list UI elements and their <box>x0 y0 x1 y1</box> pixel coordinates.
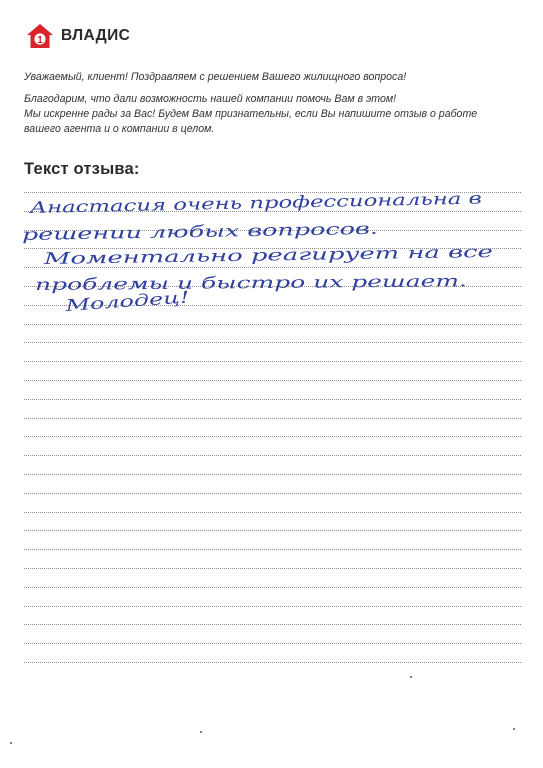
handwritten-line-2: решении любых вопросов. <box>21 221 246 244</box>
intro-line-2: Мы искренне рады за Вас! Будем Вам признательны, если Вы напишите отзыв о работе <box>24 108 478 120</box>
ruled-line <box>24 455 521 456</box>
intro-text <box>24 70 504 137</box>
handwritten-line-4: проблемы и быстро их решает. <box>34 272 312 294</box>
ruled-line <box>24 662 521 663</box>
ruled-line <box>24 192 521 193</box>
ruled-line <box>24 361 521 362</box>
ruled-line <box>24 324 521 325</box>
scan-speck <box>513 728 515 730</box>
ruled-line <box>24 418 521 419</box>
ruled-line <box>24 380 521 381</box>
review-heading: Текст отзыва: <box>24 160 140 178</box>
ruled-line <box>24 267 521 268</box>
house-key-logo-icon <box>26 22 54 50</box>
ruled-line <box>24 587 521 588</box>
ruled-line <box>24 305 521 306</box>
ruled-line <box>24 211 521 212</box>
ruled-line <box>24 568 521 569</box>
ruled-line <box>24 230 521 231</box>
ruled-line <box>24 549 521 550</box>
ruled-line <box>24 399 521 400</box>
greeting-text: Уважаемый, клиент! Поздравляем с решением Вашего жилищного вопроса! <box>24 71 407 83</box>
handwritten-line-3: Моментально реагирует на все <box>43 244 322 268</box>
ruled-line <box>24 606 521 607</box>
scan-speck <box>410 676 412 678</box>
intro-line-3: вашего агента и о компании в целом. <box>24 123 215 135</box>
scan-speck <box>200 731 202 733</box>
ruled-lines <box>21 192 521 681</box>
scan-speck <box>10 742 12 744</box>
ruled-line <box>24 530 521 531</box>
ruled-line <box>24 436 521 437</box>
ruled-line <box>24 512 521 513</box>
handwritten-line-5: Молодец! <box>64 290 150 315</box>
ruled-line <box>24 342 521 343</box>
ruled-line <box>24 474 521 475</box>
ruled-line <box>24 493 521 494</box>
ruled-line <box>24 248 521 249</box>
ruled-line <box>24 624 521 625</box>
handwritten-line-1: Анастасия очень профессиональна в <box>29 191 348 217</box>
svg-text:1: 1 <box>37 35 43 46</box>
brand-logo <box>26 22 130 50</box>
ruled-line <box>24 286 521 287</box>
intro-line-1: Благодарим, что дали возможность нашей компании помочь Вам в этом! <box>24 93 397 105</box>
brand-name: ВЛАДИС <box>61 27 131 44</box>
ruled-line <box>24 643 521 644</box>
